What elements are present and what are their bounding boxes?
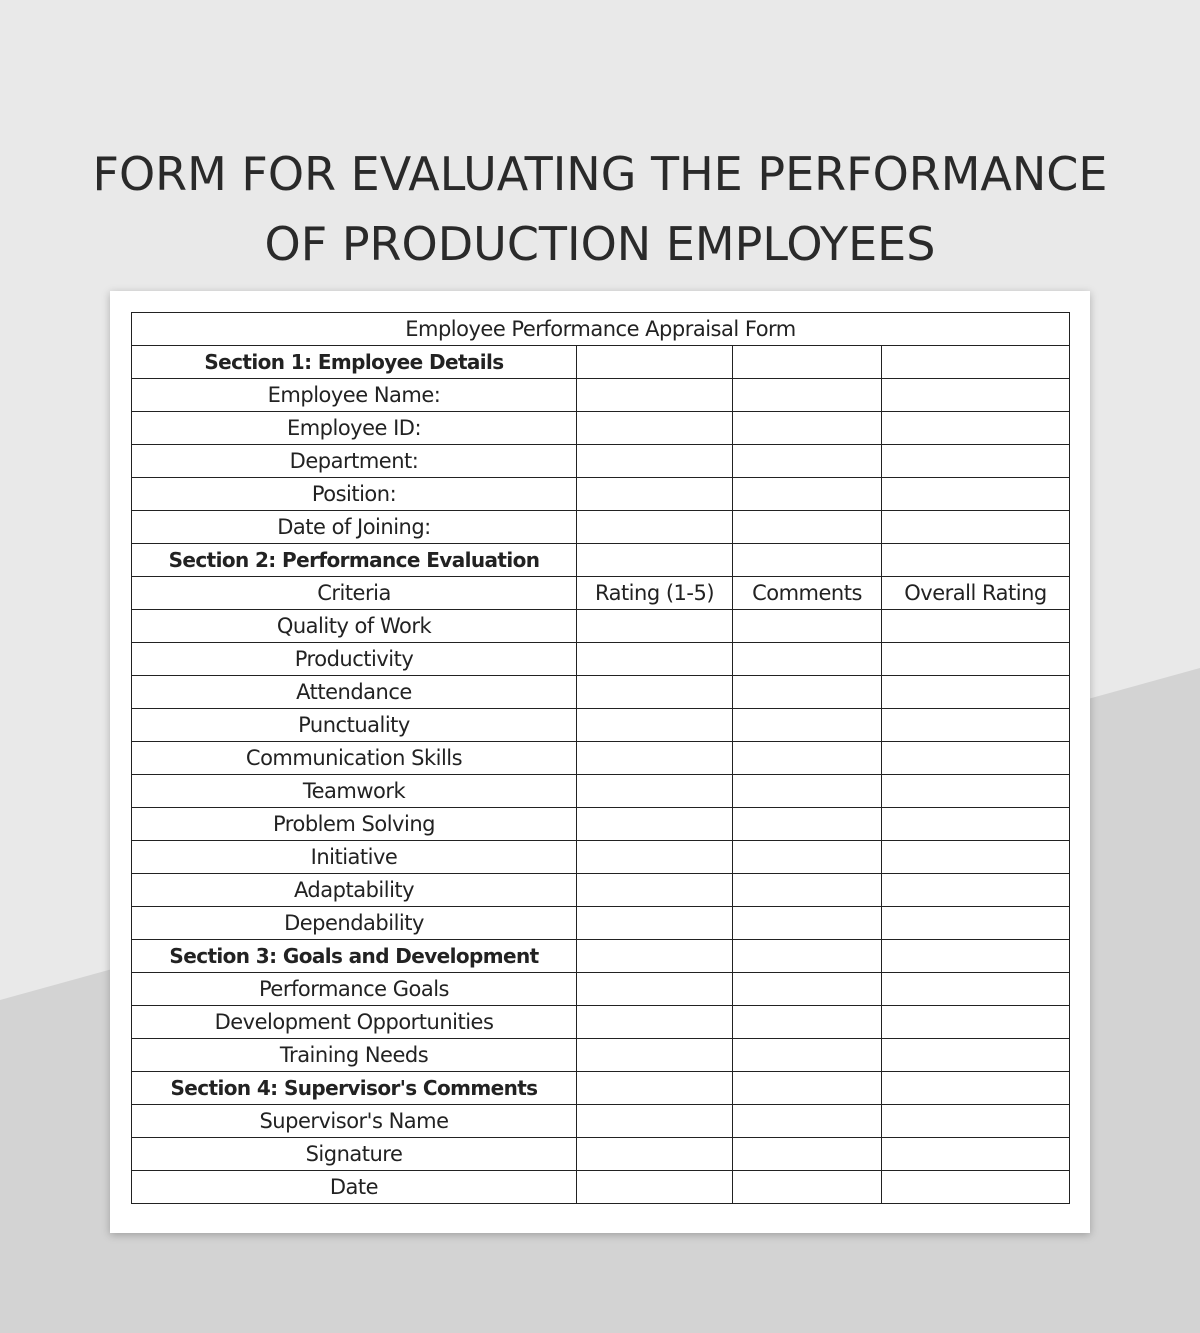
input-cell[interactable] (577, 412, 733, 445)
input-cell[interactable] (882, 1105, 1070, 1138)
criteria-label: Productivity (132, 643, 577, 676)
table-row (132, 1138, 1070, 1171)
rating-cell[interactable] (577, 610, 733, 643)
criteria-label: Attendance (132, 676, 577, 709)
empty-cell[interactable] (577, 544, 733, 577)
overall-rating-cell[interactable] (882, 874, 1070, 907)
input-cell[interactable] (733, 1006, 882, 1039)
overall-rating-cell[interactable] (882, 907, 1070, 940)
section-header-row (132, 544, 1070, 577)
table-row (132, 775, 1070, 808)
comments-cell[interactable] (733, 643, 882, 676)
field-label: Training Needs (132, 1039, 577, 1072)
input-cell[interactable] (733, 1105, 882, 1138)
column-header-criteria: Criteria (132, 577, 577, 610)
field-label: Employee ID: (132, 412, 577, 445)
overall-rating-cell[interactable] (882, 610, 1070, 643)
input-cell[interactable] (577, 1105, 733, 1138)
field-label: Employee Name: (132, 379, 577, 412)
input-cell[interactable] (882, 1039, 1070, 1072)
comments-cell[interactable] (733, 874, 882, 907)
input-cell[interactable] (733, 511, 882, 544)
input-cell[interactable] (577, 1138, 733, 1171)
input-cell[interactable] (577, 445, 733, 478)
empty-cell[interactable] (882, 1072, 1070, 1105)
table-row (132, 808, 1070, 841)
empty-cell[interactable] (733, 544, 882, 577)
criteria-label: Quality of Work (132, 610, 577, 643)
table-row (132, 511, 1070, 544)
comments-cell[interactable] (733, 841, 882, 874)
table-row (132, 841, 1070, 874)
input-cell[interactable] (882, 973, 1070, 1006)
comments-cell[interactable] (733, 907, 882, 940)
comments-cell[interactable] (733, 775, 882, 808)
field-label: Department: (132, 445, 577, 478)
table-row (132, 676, 1070, 709)
overall-rating-cell[interactable] (882, 775, 1070, 808)
table-row (132, 1006, 1070, 1039)
input-cell[interactable] (882, 1171, 1070, 1204)
column-header-overall-rating: Overall Rating (882, 577, 1070, 610)
section3-title: Section 3: Goals and Development (132, 940, 577, 973)
rating-cell[interactable] (577, 907, 733, 940)
input-cell[interactable] (882, 1138, 1070, 1171)
overall-rating-cell[interactable] (882, 808, 1070, 841)
column-header-comments: Comments (733, 577, 882, 610)
criteria-label: Teamwork (132, 775, 577, 808)
input-cell[interactable] (577, 1171, 733, 1204)
appraisal-table (131, 312, 1070, 1204)
section2-title: Section 2: Performance Evaluation (132, 544, 577, 577)
criteria-label: Initiative (132, 841, 577, 874)
table-row (132, 1171, 1070, 1204)
table-row (132, 478, 1070, 511)
field-label: Date (132, 1171, 577, 1204)
form-heading: Employee Performance Appraisal Form (132, 313, 1070, 346)
form-heading-row (132, 313, 1070, 346)
input-cell[interactable] (882, 379, 1070, 412)
comments-cell[interactable] (733, 808, 882, 841)
table-row (132, 742, 1070, 775)
table-row (132, 1039, 1070, 1072)
empty-cell[interactable] (733, 346, 882, 379)
empty-cell[interactable] (577, 940, 733, 973)
table-row (132, 1105, 1070, 1138)
rating-cell[interactable] (577, 775, 733, 808)
section-header-row (132, 940, 1070, 973)
rating-cell[interactable] (577, 709, 733, 742)
field-label: Development Opportunities (132, 1006, 577, 1039)
section1-title: Section 1: Employee Details (132, 346, 577, 379)
rating-cell[interactable] (577, 742, 733, 775)
overall-rating-cell[interactable] (882, 742, 1070, 775)
input-cell[interactable] (577, 478, 733, 511)
section4-title: Section 4: Supervisor's Comments (132, 1072, 577, 1105)
input-cell[interactable] (733, 445, 882, 478)
input-cell[interactable] (733, 1138, 882, 1171)
page-title (0, 139, 1200, 279)
overall-rating-cell[interactable] (882, 709, 1070, 742)
input-cell[interactable] (577, 1006, 733, 1039)
overall-rating-cell[interactable] (882, 676, 1070, 709)
table-row (132, 412, 1070, 445)
comments-cell[interactable] (733, 709, 882, 742)
criteria-label: Problem Solving (132, 808, 577, 841)
page-title-line1: FORM FOR EVALUATING THE PERFORMANCE (92, 146, 1108, 201)
section-header-row (132, 1072, 1070, 1105)
table-row (132, 379, 1070, 412)
empty-cell[interactable] (577, 1072, 733, 1105)
comments-cell[interactable] (733, 676, 882, 709)
empty-cell[interactable] (733, 940, 882, 973)
comments-cell[interactable] (733, 742, 882, 775)
rating-cell[interactable] (577, 874, 733, 907)
input-cell[interactable] (882, 478, 1070, 511)
input-cell[interactable] (577, 973, 733, 1006)
input-cell[interactable] (733, 973, 882, 1006)
empty-cell[interactable] (882, 544, 1070, 577)
field-label: Position: (132, 478, 577, 511)
rating-cell[interactable] (577, 808, 733, 841)
criteria-label: Punctuality (132, 709, 577, 742)
comments-cell[interactable] (733, 610, 882, 643)
input-cell[interactable] (733, 1039, 882, 1072)
table-row (132, 643, 1070, 676)
input-cell[interactable] (733, 379, 882, 412)
input-cell[interactable] (882, 1006, 1070, 1039)
criteria-label: Dependability (132, 907, 577, 940)
table-row (132, 874, 1070, 907)
empty-cell[interactable] (882, 940, 1070, 973)
table-row (132, 445, 1070, 478)
rating-cell[interactable] (577, 676, 733, 709)
input-cell[interactable] (577, 379, 733, 412)
table-row (132, 709, 1070, 742)
form-sheet (110, 291, 1090, 1233)
criteria-label: Adaptability (132, 874, 577, 907)
table-row (132, 907, 1070, 940)
table-row (132, 610, 1070, 643)
empty-cell[interactable] (733, 1072, 882, 1105)
input-cell[interactable] (733, 1171, 882, 1204)
input-cell[interactable] (733, 412, 882, 445)
rating-cell[interactable] (577, 643, 733, 676)
input-cell[interactable] (882, 511, 1070, 544)
empty-cell[interactable] (882, 346, 1070, 379)
field-label: Date of Joining: (132, 511, 577, 544)
page-title-line2: OF PRODUCTION EMPLOYEES (264, 216, 936, 271)
overall-rating-cell[interactable] (882, 643, 1070, 676)
input-cell[interactable] (577, 1039, 733, 1072)
criteria-label: Communication Skills (132, 742, 577, 775)
input-cell[interactable] (882, 445, 1070, 478)
column-header-rating: Rating (1-5) (577, 577, 733, 610)
field-label: Signature (132, 1138, 577, 1171)
rating-cell[interactable] (577, 841, 733, 874)
input-cell[interactable] (577, 511, 733, 544)
field-label: Supervisor's Name (132, 1105, 577, 1138)
table-row (132, 973, 1070, 1006)
input-cell[interactable] (733, 478, 882, 511)
field-label: Performance Goals (132, 973, 577, 1006)
overall-rating-cell[interactable] (882, 841, 1070, 874)
section-header-row (132, 346, 1070, 379)
empty-cell[interactable] (577, 346, 733, 379)
input-cell[interactable] (882, 412, 1070, 445)
column-header-row (132, 577, 1070, 610)
